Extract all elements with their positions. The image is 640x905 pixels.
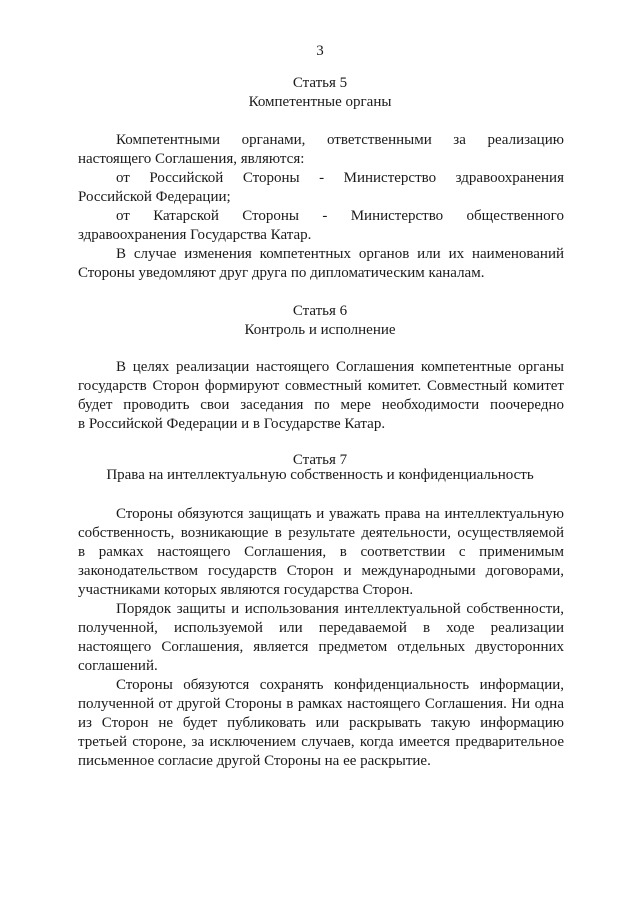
article-6-body <box>78 358 564 434</box>
article-7-paragraph-1-line-3: в рамках настоящего Соглашения, в соответствии с применимым <box>78 544 564 560</box>
article-7-paragraph-2-line-2: полученной, используемой или передаваемой в ходе реализации <box>78 620 564 636</box>
article-7-paragraph-1-line-4: законодательством государств Сторон и международными договорами, <box>78 563 564 579</box>
article-7-paragraph-1-line-2: собственность, возникающие в результате деятельности, осуществляемой <box>78 525 564 541</box>
article-6-title: Статья 6 <box>292 303 348 319</box>
article-6-subtitle: Контроль и исполнение <box>244 322 396 338</box>
article-7-paragraph-1-line-1: Стороны обязуются защищать и уважать права на интеллектуальную <box>116 506 564 522</box>
article-6-paragraph-1-line-4: в Российской Федерации и в Государстве Катар. <box>78 416 386 432</box>
article-5-paragraph-4-line-2: Стороны уведомляют друг друга по дипломатическим каналам. <box>78 265 485 281</box>
article-6-paragraph-1-line-3: будет проводить свои заседания по мере необходимости поочередно <box>78 397 564 413</box>
article-7-paragraph-2-line-1: Порядок защиты и использования интеллектуальной собственности, <box>116 601 564 617</box>
article-7-paragraph-3-line-2: полученной от другой Стороны в рамках настоящего Соглашения. Ни одна <box>78 696 564 712</box>
article-6-paragraph-1-line-2: государств Сторон формируют совместный комитет. Совместный комитет <box>78 378 564 394</box>
article-5-paragraph-2-line-1: от Российской Стороны - Министерство здравоохранения <box>116 170 564 186</box>
article-5-paragraph-3-line-1: от Катарской Стороны - Министерство общественного <box>116 208 564 224</box>
article-7-paragraph-3-line-4: третьей стороне, за исключением случаев, когда имеется предварительное <box>78 734 564 750</box>
page-number: 3 <box>316 43 324 59</box>
article-5-body <box>78 131 564 283</box>
article-5-paragraph-3-line-2: здравоохранения Государства Катар. <box>78 227 312 243</box>
article-7-title: Статья 7 <box>292 452 348 468</box>
article-5-paragraph-1-line-2: настоящего Соглашения, являются: <box>78 151 305 167</box>
article-7-subtitle: Права на интеллектуальную собственность и конфиденциальность <box>106 467 534 483</box>
article-7-paragraph-3-line-3: из Сторон не будет публиковать или раскрывать такую информацию <box>78 715 564 731</box>
article-7-body <box>78 505 564 771</box>
article-5-subtitle: Компетентные органы <box>248 94 392 110</box>
article-7-paragraph-2-line-4: соглашений. <box>78 658 158 674</box>
article-7-paragraph-2-line-3: настоящего Соглашения, является предметом отдельных двусторонних <box>78 639 564 655</box>
article-7-paragraph-3-line-1: Стороны обязуются сохранять конфиденциальность информации, <box>116 677 564 693</box>
article-5-paragraph-2-line-2: Российской Федерации; <box>78 189 231 205</box>
article-5-title: Статья 5 <box>292 75 348 91</box>
article-5-paragraph-1-line-1: Компетентными органами, ответственными за реализацию <box>116 132 564 148</box>
article-5-paragraph-4-line-1: В случае изменения компетентных органов или их наименований <box>116 246 564 262</box>
article-7-paragraph-3-line-5: письменное согласие другой Стороны на ее раскрытие. <box>78 753 431 769</box>
article-7-paragraph-1-line-5: участниками которых являются государства Сторон. <box>78 582 414 598</box>
article-6-paragraph-1-line-1: В целях реализации настоящего Соглашения компетентные органы <box>116 359 564 375</box>
